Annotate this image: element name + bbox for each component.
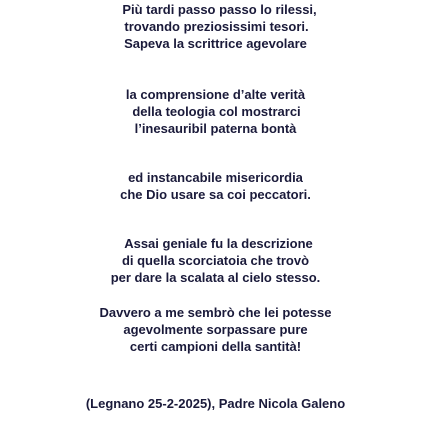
verse-line: della teologia col mostrarci <box>132 104 301 119</box>
verse-line: Sapeva la scrittrice agevolare <box>124 36 307 51</box>
stanza-4 <box>0 235 431 286</box>
verse-line: per dare la scalata al cielo stesso. <box>110 270 321 285</box>
verse-line: che Dio usare sa coi peccatori. <box>120 187 311 202</box>
verse-line: Davvero a me sembrò che lei potesse <box>99 305 332 320</box>
verse-line: ed instancabile misericordia <box>128 170 303 185</box>
verse-line: di quella scorciatoia che trovò <box>121 253 310 268</box>
verse-line: certi campioni della santità! <box>129 339 302 354</box>
stanza-2 <box>0 86 431 137</box>
stanza-1 <box>0 1 431 52</box>
verse-line: Più tardi passo passo lo rilessi, <box>122 2 317 17</box>
verse-line: la comprensione d’alte verità <box>125 87 306 102</box>
stanza-5 <box>0 304 431 355</box>
stanza-3 <box>0 169 431 203</box>
verse-line: agevolmente sorpassare pure <box>123 322 308 337</box>
signature: (Legnano 25-2-2025), Padre Nicola Galeno <box>85 396 346 411</box>
verse-line: l’inesauribil paterna bontà <box>134 121 297 136</box>
verse-line: trovando preziosissimi tesori. <box>124 19 309 34</box>
verse-line: Assai geniale fu la descrizione <box>124 236 313 251</box>
